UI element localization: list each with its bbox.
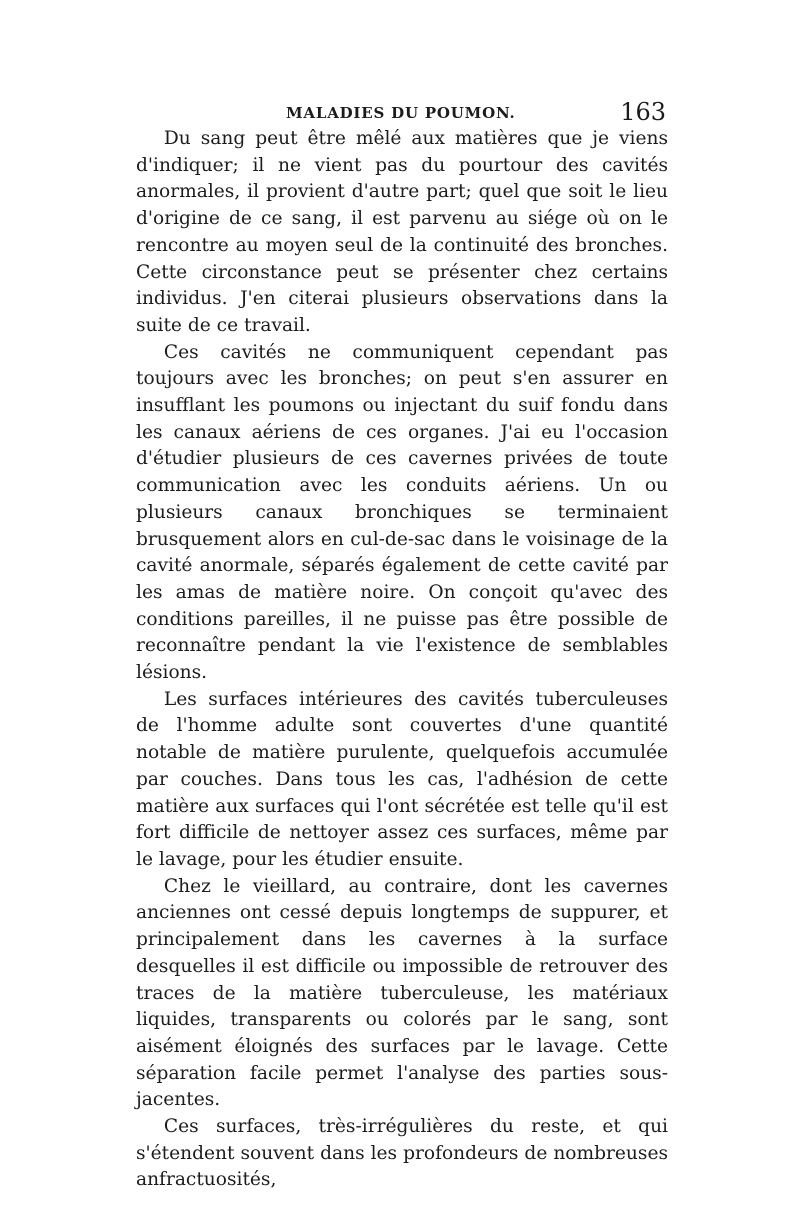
- paragraph: Ces cavités ne communiquent cependant pas toujours avec les bronches; on peut s'en assurer en insufflant les poumons ou injectant du suif fondu dans les canaux aériens de ces organes. J'ai eu l'occasion d'étudier plusieurs de ces cavernes privées de toute communication avec les conduits aériens. Un ou plusieurs canaux bronchiques se terminaient brusquement alors en cul-de-sac dans le voisinage de la cavité anormale, séparés également de cette cavité par les amas de matière noire. On conçoit qu'avec des conditions pareilles, il ne puisse pas être possible de reconnaître pendant la vie l'existence de semblables lésions.: [136, 341, 668, 684]
- paragraph: Chez le vieillard, au contraire, dont les cavernes anciennes ont cessé depuis longtemps de suppurer, et principalement dans les cavernes à la surface desquelles il est difficile ou impossible de retrouver des traces de la matière tuberculeuse, les matériaux liquides, transparents ou colorés par le sang, sont aisément éloignés des surfaces par le lavage. Cette séparation facile permet l'analyse des parties sous-jacentes.: [136, 875, 668, 1111]
- body-text: [136, 126, 668, 1194]
- running-head: [136, 98, 666, 128]
- paragraph: Du sang peut être mêlé aux matières que je viens d'indiquer; il ne vient pas du pourtour des cavités anormales, il provient d'autre part; quel que soit le lieu d'origine de ce sang, il est parvenu au siége où on le rencontre au moyen seul de la continuité des bronches. Cette circonstance peut se présenter chez certains individus. J'en citerai plusieurs observations dans la suite de ce travail.: [136, 128, 668, 336]
- paragraph: Les surfaces intérieures des cavités tuberculeuses de l'homme adulte sont couvertes d'une quantité notable de matière purulente, quelquefois accumulée par couches. Dans tous les cas, l'adhésion de cette matière aux surfaces qui l'ont sécrétée est telle qu'il est fort difficile de nettoyer assez ces surfaces, même par le lavage, pour les étudier ensuite.: [136, 688, 668, 870]
- page-number: 163: [620, 98, 666, 126]
- paragraph: Ces surfaces, très-irrégulières du reste, et qui s'étendent souvent dans les profondeurs de nombreuses anfractuosités,: [136, 1116, 668, 1191]
- running-title: MALADIES DU POUMON.: [286, 104, 516, 122]
